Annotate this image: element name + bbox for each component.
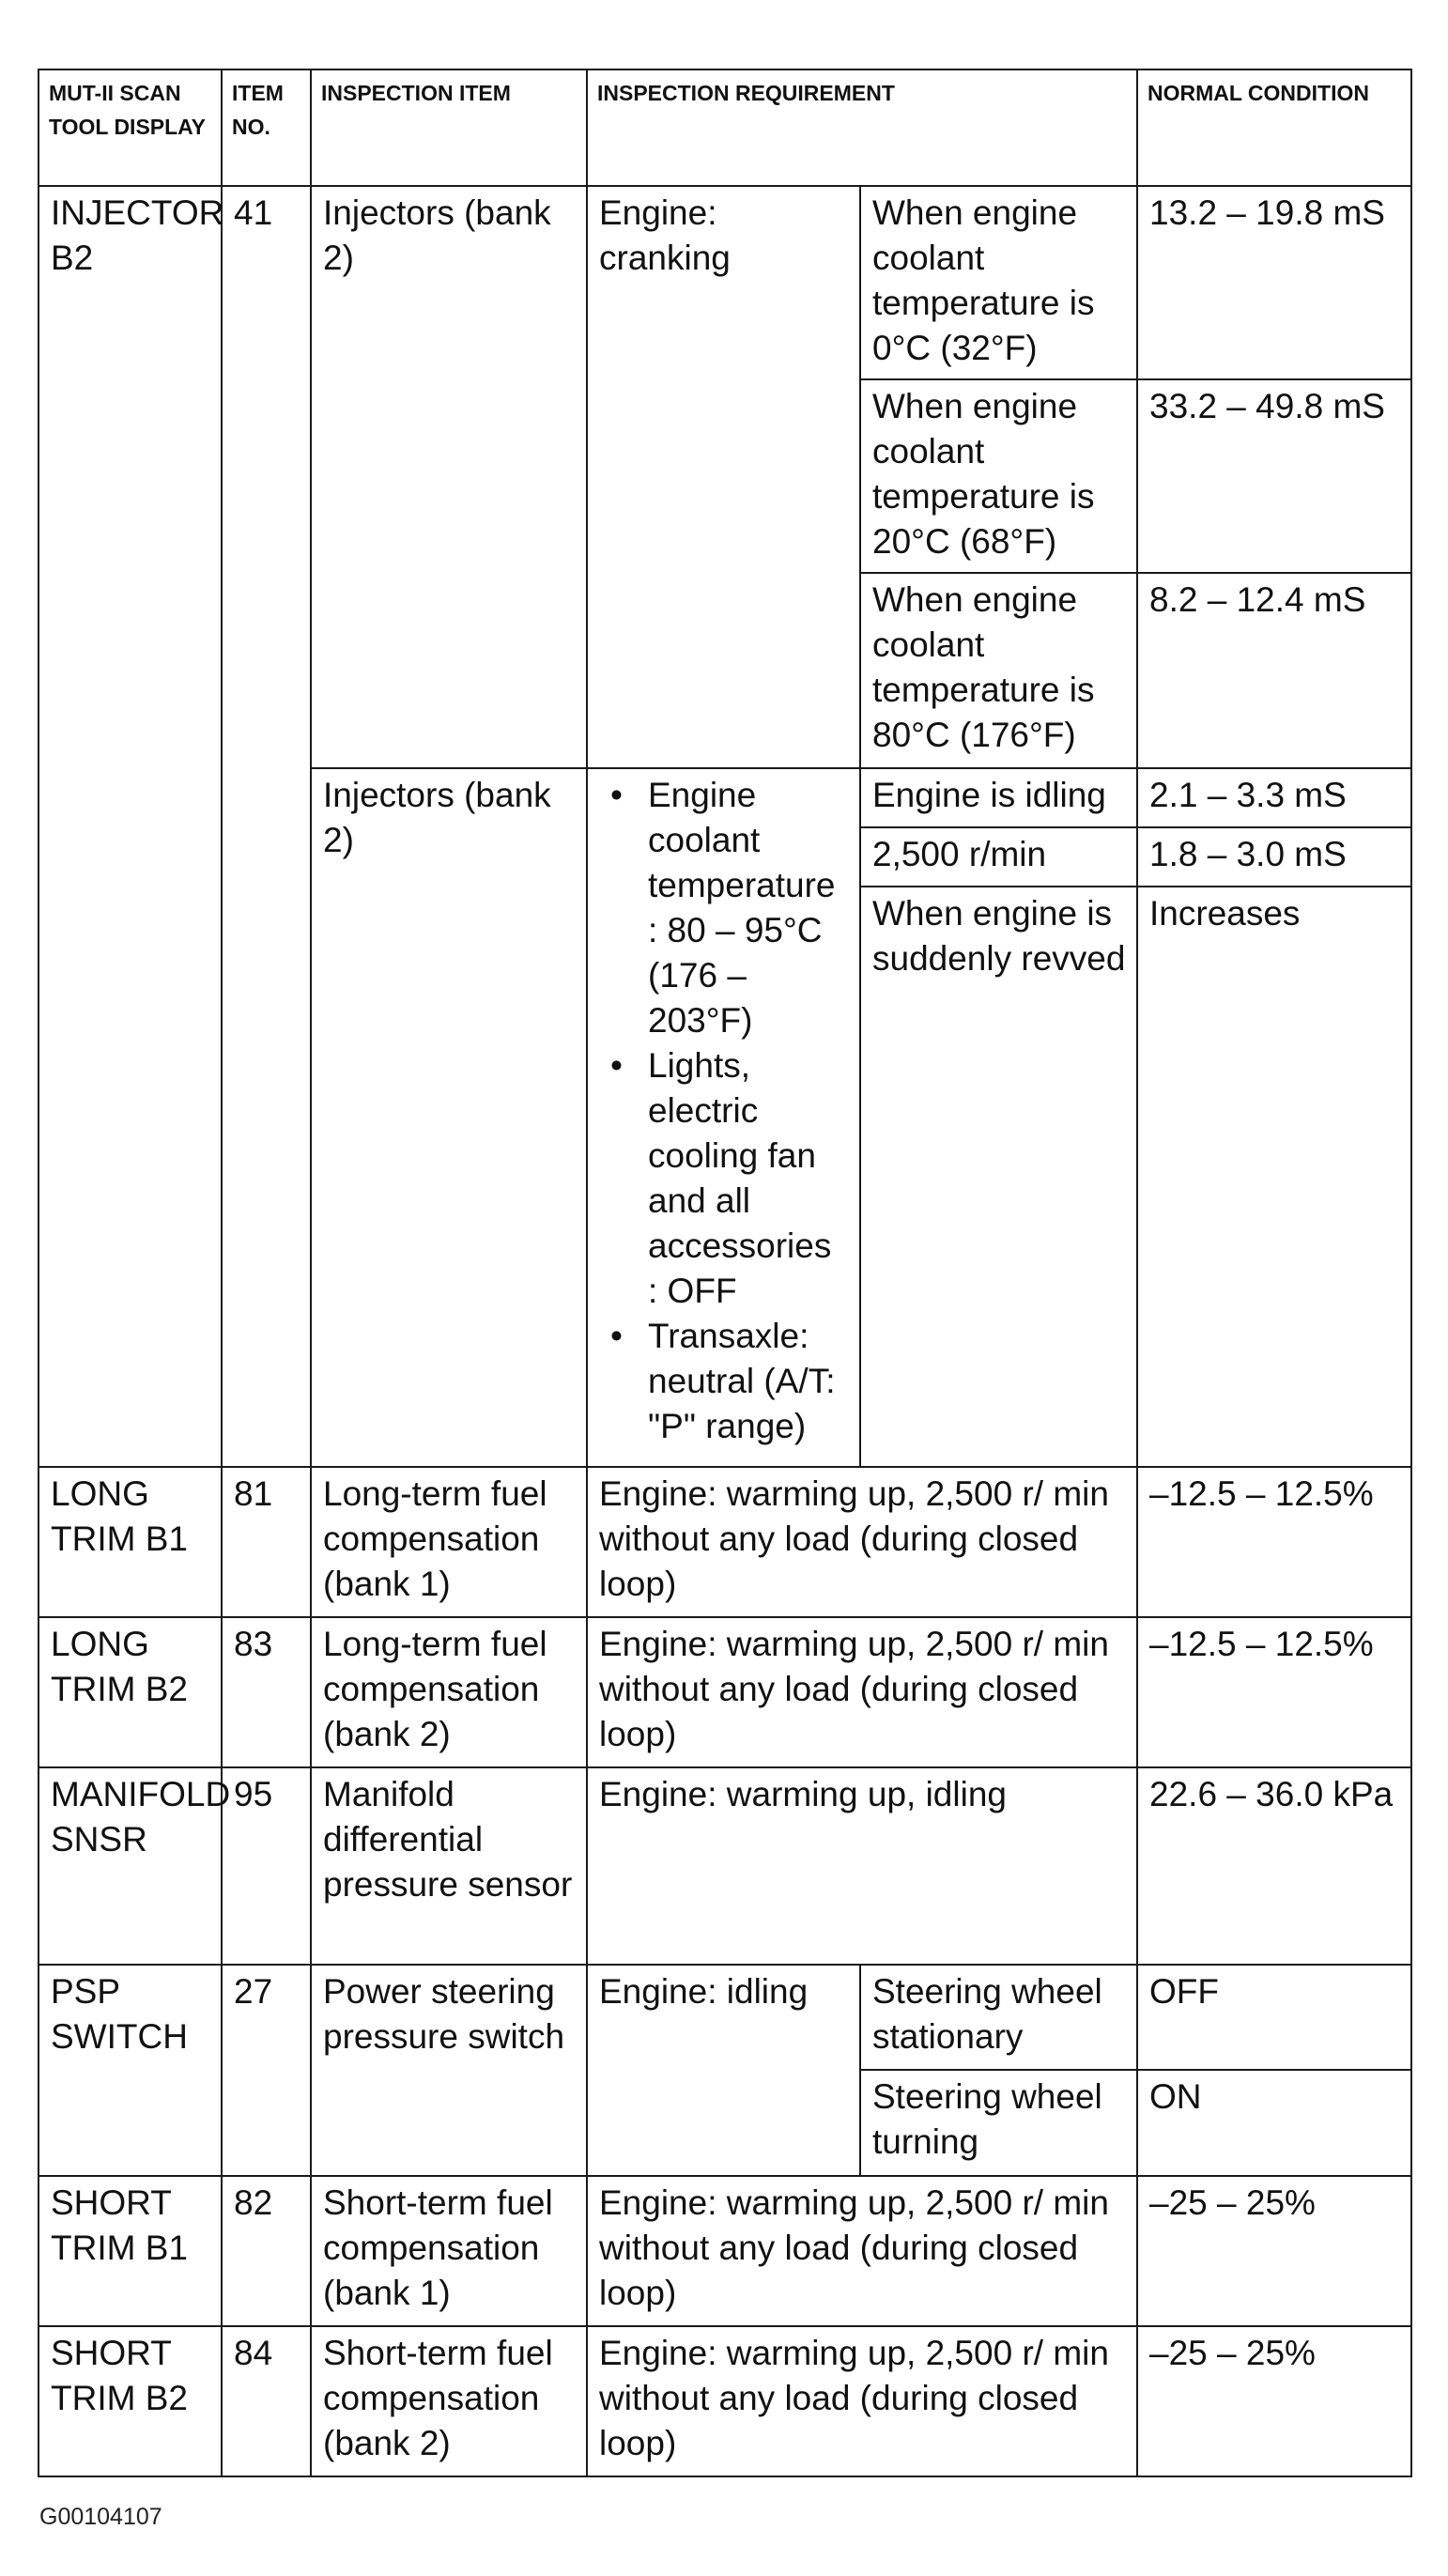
table-row bbox=[39, 2176, 1411, 2326]
list-item: • Lights, electric cooling fan and all accessories : OFF bbox=[648, 1043, 850, 1314]
figure-id: G00104107 bbox=[39, 2504, 162, 2530]
inspection-table bbox=[38, 69, 1412, 2477]
condition-cell: When engine coolant temperature is 0°C (32°F) bbox=[860, 186, 1137, 379]
header-inspection-item: INSPECTION ITEM bbox=[311, 69, 587, 186]
item-no-cell: 84 bbox=[222, 2326, 311, 2476]
requirement-cell: Engine: idling bbox=[587, 1965, 860, 2176]
normal-cell: 2.1 – 3.3 mS bbox=[1137, 768, 1411, 827]
inspection-item-cell: Short-term fuel compensation (bank 1) bbox=[311, 2176, 587, 2326]
normal-cell: 13.2 – 19.8 mS bbox=[1137, 186, 1411, 379]
item-no-cell: 27 bbox=[222, 1965, 311, 2176]
header-item-no: ITEM NO. bbox=[222, 69, 311, 186]
condition-cell: Steering wheel stationary bbox=[860, 1965, 1137, 2070]
header-display: MUT-II SCAN TOOL DISPLAY bbox=[39, 69, 222, 186]
condition-cell: Engine is idling bbox=[860, 768, 1137, 827]
requirement-cell: Engine: warming up, 2,500 r/ min without any load (during closed loop) bbox=[587, 2176, 1137, 2326]
table-row bbox=[39, 1617, 1411, 1767]
condition-cell: 2,500 r/min bbox=[860, 827, 1137, 887]
requirement-cell: Engine: warming up, 2,500 r/ min without any load (during closed loop) bbox=[587, 1467, 1137, 1617]
header-inspection-requirement: INSPECTION REQUIREMENT bbox=[587, 69, 1137, 186]
normal-cell: –12.5 – 12.5% bbox=[1137, 1467, 1411, 1617]
condition-cell: When engine coolant temperature is 80°C (176°F) bbox=[860, 573, 1137, 768]
condition-cell: When engine is suddenly revved bbox=[860, 887, 1137, 1467]
requirement-bullet-list bbox=[599, 773, 850, 1449]
inspection-item-cell: Power steering pressure switch bbox=[311, 1965, 587, 2176]
normal-cell: ON bbox=[1137, 2070, 1411, 2176]
normal-cell: 33.2 – 49.8 mS bbox=[1137, 379, 1411, 573]
requirement-cell: Engine: warming up, idling bbox=[587, 1767, 1137, 1965]
requirement-cell: Engine: warming up, 2,500 r/ min without any load (during closed loop) bbox=[587, 1617, 1137, 1767]
normal-cell: 1.8 – 3.0 mS bbox=[1137, 827, 1411, 887]
normal-cell: –25 – 25% bbox=[1137, 2326, 1411, 2476]
item-no-cell: 81 bbox=[222, 1467, 311, 1617]
display-cell: PSP SWITCH bbox=[39, 1965, 222, 2176]
requirement-cell: Engine: cranking bbox=[587, 186, 860, 768]
inspection-item-cell: Manifold differential pressure sensor bbox=[311, 1767, 587, 1965]
table-row bbox=[39, 1467, 1411, 1617]
inspection-item-cell: Injectors (bank 2) bbox=[311, 768, 587, 1467]
normal-cell: 8.2 – 12.4 mS bbox=[1137, 573, 1411, 768]
table-row bbox=[39, 186, 1411, 379]
item-no-cell: 82 bbox=[222, 2176, 311, 2326]
inspection-item-cell: Long-term fuel compensation (bank 1) bbox=[311, 1467, 587, 1617]
display-cell: MANIFOLD SNSR bbox=[39, 1767, 222, 1965]
item-no-cell: 83 bbox=[222, 1617, 311, 1767]
header-row bbox=[39, 69, 1411, 186]
condition-cell: Steering wheel turning bbox=[860, 2070, 1137, 2176]
display-cell: SHORT TRIM B2 bbox=[39, 2326, 222, 2476]
requirement-cell: Engine: warming up, 2,500 r/ min without any load (during closed loop) bbox=[587, 2326, 1137, 2476]
display-cell: LONG TRIM B1 bbox=[39, 1467, 222, 1617]
inspection-item-cell: Injectors (bank 2) bbox=[311, 186, 587, 768]
display-cell: LONG TRIM B2 bbox=[39, 1617, 222, 1767]
list-item: • Engine coolant temperature : 80 – 95°C (176 – 203°F) bbox=[648, 773, 850, 1043]
table-row bbox=[39, 1767, 1411, 1965]
item-no-cell: 41 bbox=[222, 186, 311, 1467]
display-cell: SHORT TRIM B1 bbox=[39, 2176, 222, 2326]
item-no-cell: 95 bbox=[222, 1767, 311, 1965]
display-cell: INJECTOR B2 bbox=[39, 186, 222, 1467]
inspection-item-cell: Short-term fuel compensation (bank 2) bbox=[311, 2326, 587, 2476]
table-row bbox=[39, 2326, 1411, 2476]
header-normal-condition: NORMAL CONDITION bbox=[1137, 69, 1411, 186]
normal-cell: –25 – 25% bbox=[1137, 2176, 1411, 2326]
normal-cell: Increases bbox=[1137, 887, 1411, 1467]
normal-cell: –12.5 – 12.5% bbox=[1137, 1617, 1411, 1767]
inspection-item-cell: Long-term fuel compensation (bank 2) bbox=[311, 1617, 587, 1767]
table-row bbox=[39, 1965, 1411, 2070]
list-item: • Transaxle: neutral (A/T: "P" range) bbox=[648, 1314, 850, 1449]
requirement-cell bbox=[587, 768, 860, 1467]
condition-cell: When engine coolant temperature is 20°C (68°F) bbox=[860, 379, 1137, 573]
normal-cell: 22.6 – 36.0 kPa bbox=[1137, 1767, 1411, 1965]
normal-cell: OFF bbox=[1137, 1965, 1411, 2070]
